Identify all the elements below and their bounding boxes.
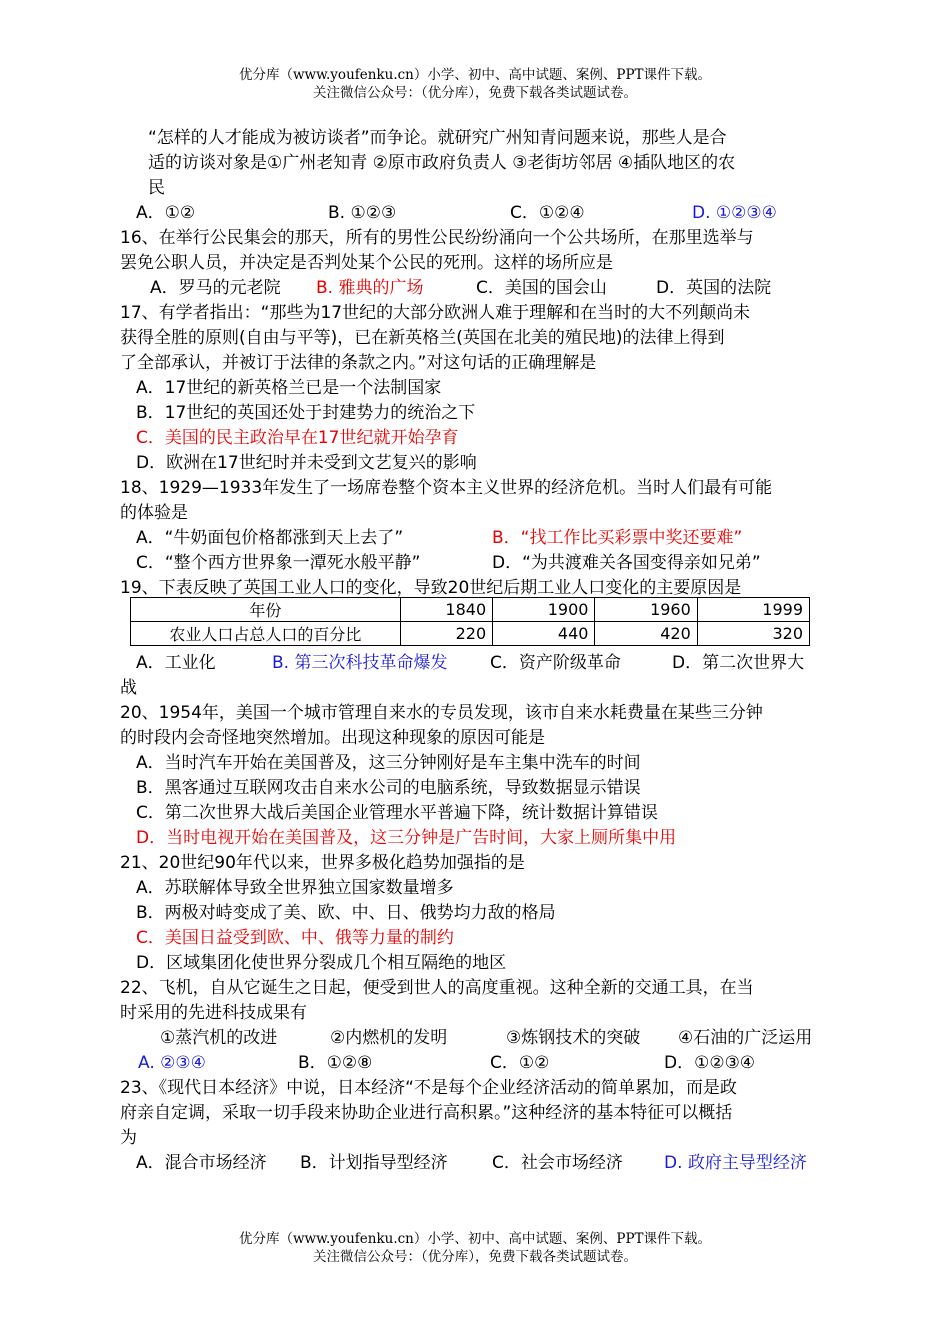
- q23-option-d-answer: D. 政府主导型经济: [664, 1153, 807, 1173]
- q17-line-1: 17、有学者指出：“那些为17世纪的大部分欧洲人难于理解和在当时的大不列颠尚未: [120, 303, 751, 323]
- q15-line-1: “怎样的人才能成为被访谈者”而争论。就研究广州知青问题来说，那些人是合: [148, 128, 727, 148]
- q19-option-a: A．工业化: [136, 653, 216, 673]
- q17-line-3: 了全部承认，并被订于法律的条款之内。”对这句话的正确理解是: [120, 353, 597, 373]
- q17-option-d: D．欧洲在17世纪时并未受到文艺复兴的影响: [136, 453, 477, 473]
- table-cell: 1840: [400, 598, 492, 622]
- q22-line-2: 时采用的先进科技成果有: [120, 1003, 307, 1023]
- table-cell: 1900: [493, 598, 595, 622]
- footer-line-2: 关注微信公众号：（优分库），免费下载各类试题试卷。: [313, 1249, 637, 1265]
- table-cell: 440: [493, 622, 595, 646]
- footer-line-1: 优分库（www.youfenku.cn）小学、初中、高中试题、案例、PPT课件下载。: [238, 1231, 712, 1247]
- q19-option-d-wrap: 战: [120, 678, 137, 698]
- q22-option-d: D．①②③④: [664, 1053, 756, 1073]
- q20-line-1: 20、1954年，美国一个城市管理自来水的专员发现，该市自来水耗费量在某些三分钟: [120, 703, 763, 723]
- q18-option-b-answer: B．“找工作比买彩票中奖还要难”: [492, 528, 743, 548]
- q21-option-d: D．区域集团化使世界分裂成几个相互隔绝的地区: [136, 953, 507, 973]
- q19-option-b-answer: B. 第三次科技革命爆发: [272, 653, 448, 673]
- q18-option-c: C．“整个西方世界象一潭死水般平静”: [136, 553, 421, 573]
- q15-line-3: 民: [148, 178, 165, 198]
- q15-option-c: C．①②④: [510, 203, 585, 223]
- q23-option-a: A．混合市场经济: [136, 1153, 267, 1173]
- q22-option-a-answer: A. ②③④: [138, 1053, 206, 1073]
- q15-line-2: 适的访谈对象是①广州老知青 ②原市政府负责人 ③老街坊邻居 ④插队地区的农: [148, 153, 736, 173]
- table-cell: 1960: [595, 598, 697, 622]
- q18-option-d: D．“为共渡难关各国变得亲如兄弟”: [492, 553, 761, 573]
- table-cell: 420: [595, 622, 697, 646]
- q18-option-a: A．“牛奶面包价格都涨到天上去了”: [136, 528, 404, 548]
- q21-option-a: A．苏联解体导致全世界独立国家数量增多: [136, 878, 454, 898]
- q16-option-a: A．罗马的元老院: [150, 278, 281, 298]
- q17-option-b: B．17世纪的英国还处于封建势力的统治之下: [136, 403, 476, 423]
- q21-option-b: B．两极对峙变成了美、欧、中、日、俄势均力敌的格局: [136, 903, 556, 923]
- q22-line-1: 22、飞机，自从它诞生之日起，便受到世人的高度重视。这种全新的交通工具，在当: [120, 978, 754, 998]
- q19-option-d: D．第二次世界大: [672, 653, 805, 673]
- table-row: [131, 598, 810, 622]
- q16-option-d: D．英国的法院: [656, 278, 772, 298]
- q19-table: [130, 597, 810, 646]
- header-line-2: 关注微信公众号：（优分库），免费下载各类试题试卷。: [313, 85, 637, 101]
- table-cell: 农业人口占总人口的百分比: [131, 622, 401, 646]
- q16-line-1: 16、在举行公民集会的那天，所有的男性公民纷纷涌向一个公共场所，在那里选举与: [120, 228, 754, 248]
- q18-line-1: 18、1929—1933年发生了一场席卷整个资本主义世界的经济危机。当时人们最有可能: [120, 478, 773, 498]
- q20-option-d-answer: D．当时电视开始在美国普及，这三分钟是广告时间，大家上厕所集中用: [136, 828, 677, 848]
- q22-item-1: ①蒸汽机的改进: [160, 1028, 278, 1048]
- q17-option-c-answer: C．美国的民主政治早在17世纪就开始孕育: [136, 428, 459, 448]
- q20-line-2: 的时段内会奇怪地突然增加。出现这种现象的原因可能是: [120, 728, 545, 748]
- q21-line-1: 21、20世纪90年代以来，世界多极化趋势加强指的是: [120, 853, 525, 873]
- q20-option-c: C．第二次世界大战后美国企业管理水平普遍下降，统计数据计算错误: [136, 803, 658, 823]
- table-cell: 年份: [131, 598, 401, 622]
- q15-option-a: A．①②: [136, 203, 196, 223]
- q22-item-2: ②内燃机的发明: [330, 1028, 448, 1048]
- q17-option-a: A．17世纪的新英格兰已是一个法制国家: [136, 378, 442, 398]
- q17-line-2: 获得全胜的原则(自由与平等)，已在新英格兰(英国在北美的殖民地)的法律上得到: [120, 328, 725, 348]
- q20-option-b: B．黑客通过互联网攻击自来水公司的电脑系统，导致数据显示错误: [136, 778, 641, 798]
- q22-option-b: B．①②⑧: [298, 1053, 373, 1073]
- table-row: [131, 622, 810, 646]
- q19-option-c: C．资产阶级革命: [490, 653, 621, 673]
- q23-line-3: 为: [120, 1128, 137, 1148]
- q22-option-c: C．①②: [490, 1053, 550, 1073]
- q23-option-b: B．计划指导型经济: [300, 1153, 448, 1173]
- table-cell: 220: [400, 622, 492, 646]
- q23-option-c: C．社会市场经济: [492, 1153, 623, 1173]
- q15-option-b: B. ①②③: [328, 203, 397, 223]
- header-line-1: 优分库（www.youfenku.cn）小学、初中、高中试题、案例、PPT课件下载。: [238, 67, 712, 83]
- q19-line-1: 19、下表反映了英国工业人口的变化，导致20世纪后期工业人口变化的主要原因是: [120, 578, 742, 598]
- q22-item-3: ③炼钢技术的突破: [506, 1028, 641, 1048]
- table-cell: 1999: [697, 598, 809, 622]
- q21-option-c-answer: C．美国日益受到欧、中、俄等力量的制约: [136, 928, 454, 948]
- table-cell: 320: [697, 622, 809, 646]
- q18-line-2: 的体验是: [120, 503, 188, 523]
- q16-line-2: 罢免公职人员，并决定是否判处某个公民的死刑。这样的场所应是: [120, 253, 613, 273]
- q15-option-d-answer: D. ①②③④: [692, 203, 777, 223]
- q22-item-4: ④石油的广泛运用: [678, 1028, 813, 1048]
- q23-line-2: 府亲自定调，采取一切手段来协助企业进行高积累。”这种经济的基本特征可以概括: [120, 1103, 733, 1123]
- q23-line-1: 23、《现代日本经济》中说，日本经济“不是每个企业经济活动的简单累加，而是政: [120, 1078, 737, 1098]
- q16-option-b-answer: B. 雅典的广场: [316, 278, 424, 298]
- q20-option-a: A．当时汽车开始在美国普及，这三分钟刚好是车主集中洗车的时间: [136, 753, 641, 773]
- q16-option-c: C．美国的国会山: [476, 278, 607, 298]
